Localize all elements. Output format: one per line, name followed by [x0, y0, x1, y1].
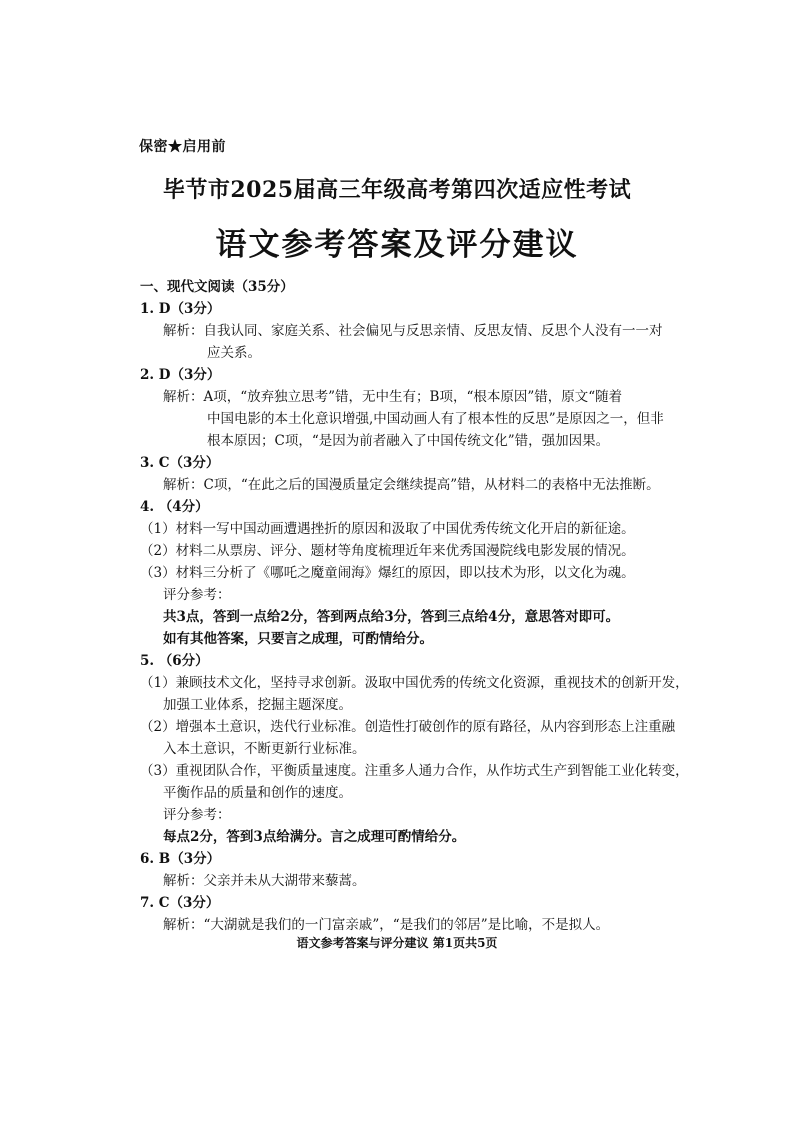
q4-scoring-label: 评分参考：: [163, 587, 231, 603]
q5-point: （2）增强本土意识，迭代行业标准。创造性打破创作的原有路径，从内容到形态上注重融: [140, 719, 676, 735]
q3-answer: 3. C（3分）: [140, 455, 220, 471]
q4-scoring-line: 共3点，答到一点给2分，答到两点给3分，答到三点给4分，意思答对即可。: [163, 609, 620, 625]
q5-point: （3）重视团队合作，平衡质量速度。注重多人通力合作，从作坊式生产到智能工业化转变，: [140, 763, 689, 779]
q4-point: （3）材料三分析了《哪吒之魔童闹海》爆红的原因，即以技术为形，以文化为魂。: [140, 565, 635, 581]
q7-analysis-line: 解析：“大湖就是我们的一门富亲戚”，“是我们的邻居”是比喻，不是拟人。: [163, 917, 610, 933]
document-title: 语文参考答案及评分建议: [215, 227, 579, 263]
q2-analysis-line: 解析：A项，“放弃独立思考”错，无中生有；B项，“根本原因”错，原文“随着: [163, 389, 623, 405]
q5-scoring-line: 每点2分，答到3点给满分。言之成理可酌情给分。: [163, 829, 466, 845]
q5-point-continued: 入本土意识，不断更新行业标准。: [163, 741, 366, 757]
page-footer: 语文参考答案与评分建议 第1页共5页: [296, 936, 498, 950]
q5-point-continued: 平衡作品的质量和创作的速度。: [163, 785, 352, 801]
q4-scoring-line: 如有其他答案，只要言之成理，可酌情给分。: [163, 631, 433, 647]
q1-answer: 1. D（3分）: [140, 301, 221, 317]
q3-analysis-line: 解析：C项，“在此之后的国漫质量定会继续提高”错，从材料二的表格中无法推断。: [163, 477, 660, 493]
q4-answer: 4. （4分）: [140, 499, 209, 515]
q1-analysis-line: 应关系。: [207, 345, 261, 361]
confidential-label: 保密★启用前: [139, 139, 226, 155]
exam-title: 毕节市2025届高三年级高考第四次适应性考试: [162, 177, 632, 203]
q2-analysis-line: 根本原因；C项，“是因为前者融入了中国传统文化”错，强加因果。: [207, 433, 610, 449]
q1-analysis-line: 解析：自我认同、家庭关系、社会偏见与反思亲情、反思友情、反思个人没有一一对: [163, 323, 663, 339]
q5-scoring-label: 评分参考：: [163, 807, 231, 823]
answer-body: [140, 276, 689, 936]
q6-analysis-line: 解析：父亲并未从大湖带来藜蒿。: [163, 873, 366, 889]
q5-answer: 5. （6分）: [140, 653, 209, 669]
q4-point: （1）材料一写中国动画遭遇挫折的原因和汲取了中国优秀传统文化开启的新征途。: [140, 521, 635, 537]
q6-answer: 6. B（3分）: [140, 851, 221, 867]
section-heading: 一、现代文阅读（35分）: [140, 279, 294, 295]
q4-point: （2）材料二从票房、评分、题材等角度梳理近年来优秀国漫院线电影发展的情况。: [140, 543, 635, 559]
q7-answer: 7. C（3分）: [140, 895, 220, 911]
q2-analysis-line: 中国电影的本土化意识增强,中国动画人有了根本性的反思”是原因之一，但非: [207, 411, 664, 427]
q5-point: （1）兼顾技术文化，坚持寻求创新。汲取中国优秀的传统文化资源，重视技术的创新开发，: [140, 675, 689, 691]
q2-answer: 2. D（3分）: [140, 367, 221, 383]
q5-point-continued: 加强工业体系，挖掘主题深度。: [163, 697, 352, 713]
